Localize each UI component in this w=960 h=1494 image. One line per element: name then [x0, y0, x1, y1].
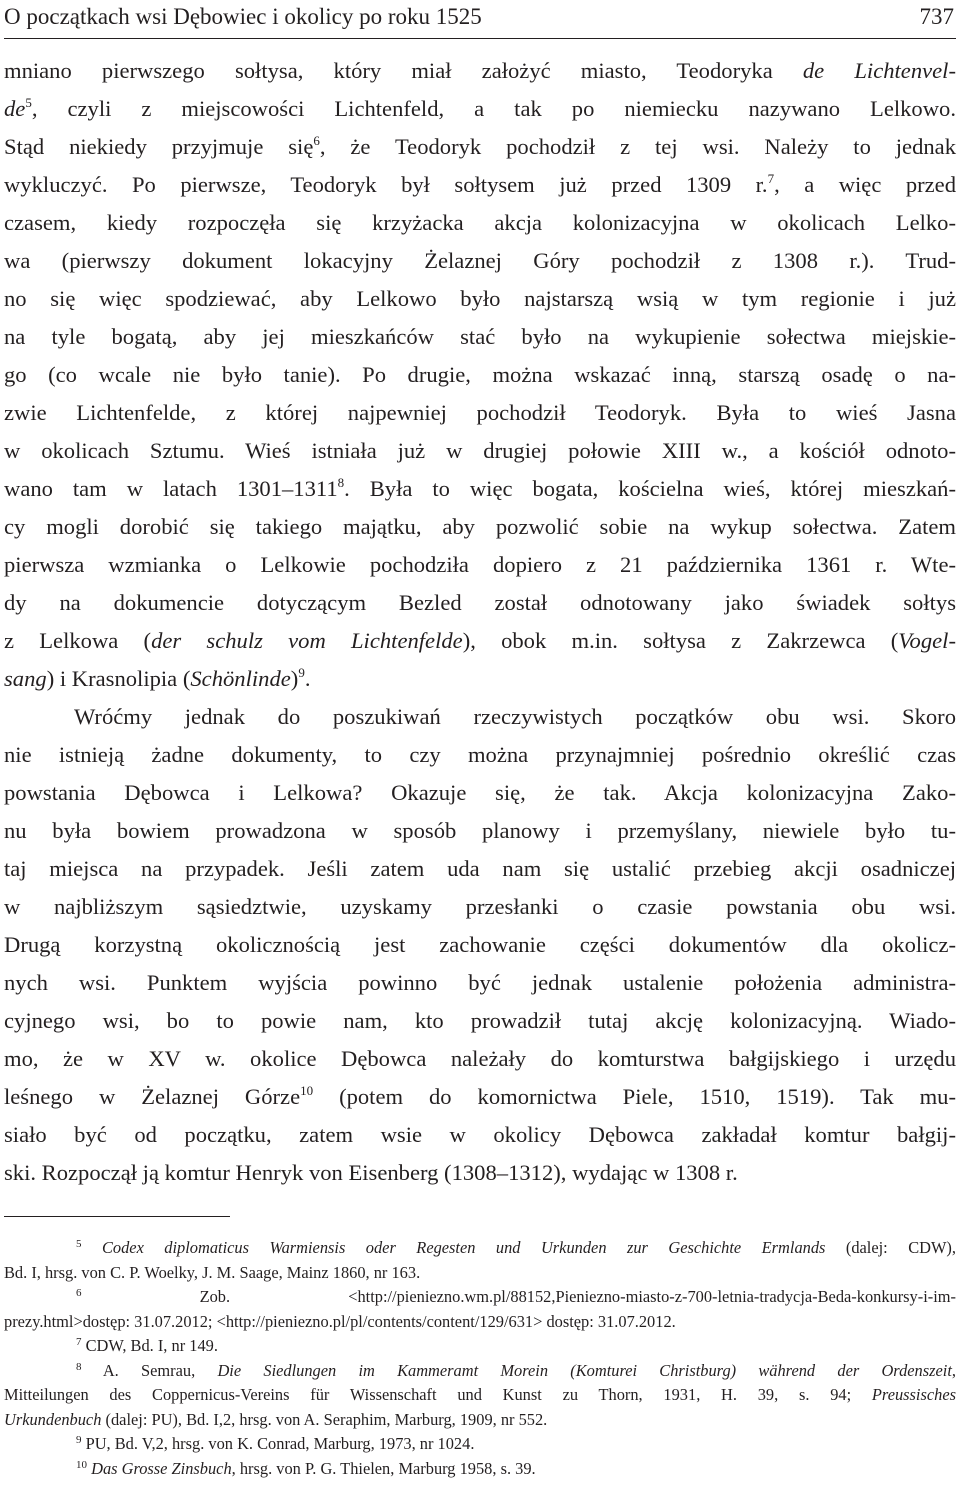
text-line — [4, 926, 956, 964]
text-line — [4, 698, 956, 736]
text-run: , — [951, 1360, 956, 1380]
text-run: pierwsza wzmianka o Lelkowie pochodziła dopiero z 21 października 1361 r. Wte- — [4, 552, 956, 577]
text-run: , a więc przed — [774, 172, 956, 197]
footnote-line — [4, 1236, 956, 1261]
text-line — [4, 166, 956, 204]
text-run: z Lelkowa ( — [4, 628, 152, 653]
text-run: Drugą korzystną okolicznością jest zachowanie części dokumentów dla okolicz- — [4, 932, 956, 957]
text-line — [4, 1116, 956, 1154]
text-run: no się więc spodziewać, aby Lelkowo było najstarszą wsią w tym regionie i już — [4, 286, 956, 311]
text-line — [4, 964, 956, 1002]
text-line — [4, 622, 956, 660]
text-run: CDW, Bd. I, nr 149. — [81, 1336, 218, 1355]
footnote-marker: 7 — [767, 171, 775, 186]
text-run: go (co wcale nie było tanie). Po drugie, można wskazać inną, starszą osadę o na- — [4, 362, 956, 387]
text-run: nych wsi. Punktem wyjścia powinno być jednak ustalenie położenia administra- — [4, 970, 956, 995]
footnote-line — [4, 1383, 956, 1408]
text-run: Wróćmy jednak do poszukiwań rzeczywistych początków obu wsi. Skoro — [74, 704, 956, 729]
text-run: powstania Dębowca i Lelkowa? Okazuje się, że tak. Akcja kolonizacyjna Zako- — [4, 780, 956, 805]
text-line — [4, 432, 956, 470]
footnote-line — [4, 1457, 956, 1482]
text-line — [4, 280, 956, 318]
text-line — [4, 90, 956, 128]
footnote-marker: 7 — [76, 1336, 82, 1348]
text-run: prezy.html>dostęp: 31.07.2012; <http://pieniezno.pl/pl/contents/content/129/631> dostęp: 31.07.2012. — [4, 1311, 676, 1331]
footnote-separator — [4, 1216, 230, 1217]
text-line — [4, 508, 956, 546]
text-run: wa (pierwszy dokument lokacyjny Żelaznej Góry pochodził z 1308 r.). Trud- — [4, 248, 956, 273]
text-run: wykluczyć. Po pierwsze, Teodoryk był sołtysem już przed 1309 r. — [4, 172, 768, 197]
footnote-line — [4, 1359, 956, 1384]
text-run: PU, Bd. V,2, hrsg. von K. Conrad, Marburg, 1973, nr 1024. — [81, 1434, 475, 1453]
footnotes — [4, 1236, 956, 1481]
text-line — [4, 470, 956, 508]
footnote-marker: 9 — [76, 1434, 82, 1446]
italic-text: de Lichtenvel- — [802, 58, 956, 83]
text-run: . Była to więc bogata, kościelna wieś, której mieszkań- — [344, 476, 956, 501]
text-run: ), obok m.in. sołtysa z Zakrzewca ( — [462, 628, 899, 653]
text-run: zwie Lichtenfelde, z której najpewniej pochodził Teodoryk. Była to wieś Jasna — [4, 400, 956, 425]
text-run: w najbliższym sąsiedztwie, uzyskamy przesłanki o czasie powstania obu wsi. — [4, 894, 956, 919]
italic-text: sang — [4, 666, 47, 691]
footnote-line — [4, 1334, 956, 1359]
main-text — [4, 52, 956, 1192]
italic-text: Die Siedlungen im Kammeramt Morein (Komturei Christburg) während der Ordenszeit — [217, 1360, 952, 1380]
text-run: (dalej: CDW), — [825, 1238, 956, 1257]
text-line — [4, 52, 956, 90]
footnote-marker: 9 — [298, 665, 305, 680]
text-run: , hrsg. von P. G. Thielen, Marburg 1958, s. 39. — [231, 1458, 536, 1478]
text-run: ) i Krasnolipia ( — [46, 666, 191, 691]
footnote-marker: 5 — [25, 95, 32, 110]
text-line — [4, 128, 956, 166]
text-line — [4, 242, 956, 280]
page-number: 737 — [919, 4, 954, 29]
footnote-marker: 10 — [76, 1458, 87, 1471]
italic-text: Das Grosse Zinsbuch — [91, 1458, 232, 1478]
italic-text: de — [4, 96, 26, 121]
text-run: nu była bowiem prowadzona w sposób planowy i przemyślany, niewiele było tu- — [4, 818, 956, 843]
running-header — [4, 2, 956, 32]
text-run: Mitteilungen des Coppernicus-Vereins für Wissenschaft und Kunst zu Thorn, 1931, H. 39, s. 94; — [4, 1385, 872, 1404]
text-run: wano tam w latach 1301–1311 — [4, 476, 338, 501]
text-line — [4, 1078, 956, 1116]
text-run: w okolicach Sztumu. Wieś istniała już w drugiej połowie XIII w., a kościół odnoto- — [4, 438, 956, 463]
text-run: siało być od początku, zatem wsie w okolicy Dębowca zakładał komtur bałgij- — [4, 1122, 956, 1147]
footnote-marker: 8 — [337, 475, 345, 490]
footnote-line — [4, 1432, 956, 1457]
text-line — [4, 850, 956, 888]
text-line — [4, 1002, 956, 1040]
text-line — [4, 356, 956, 394]
italic-text: Vogel- — [898, 628, 956, 653]
footnote-marker: 5 — [76, 1238, 82, 1250]
text-run: dy na dokumencie dotyczącym Bezled został odnotowany jako świadek sołtys — [4, 590, 956, 615]
text-line — [4, 1040, 956, 1078]
text-run: (potem do komornictwa Piele, 1510, 1519). Tak mu- — [313, 1084, 957, 1109]
text-run: mo, że w XV w. okolice Dębowca należały do komturstwa bałgijskiego i urzędu — [4, 1046, 956, 1071]
text-line — [4, 584, 956, 622]
text-line — [4, 546, 956, 584]
footnote-line — [4, 1408, 956, 1433]
text-run — [82, 1238, 102, 1257]
text-run: Bd. I, hrsg. von C. P. Woelky, J. M. Saage, Mainz 1860, nr 163. — [4, 1262, 421, 1282]
footnote-marker: 6 — [76, 1287, 82, 1299]
text-run: ski. Rozpoczął ją komtur Henryk von Eisenberg (1308–1312), wydając w 1308 r. — [4, 1160, 738, 1185]
text-line — [4, 318, 956, 356]
italic-text: Urkundenbuch — [4, 1409, 102, 1429]
text-run: , że Teodoryk pochodził z tej wsi. Należy to jednak — [319, 134, 956, 159]
header-rule — [4, 38, 956, 39]
text-line — [4, 736, 956, 774]
text-run: Stąd niekiedy przyjmuje się — [4, 134, 314, 159]
footnote-marker: 10 — [300, 1083, 314, 1098]
text-line — [4, 888, 956, 926]
text-run: A. Semrau, — [81, 1360, 218, 1380]
footnote-line — [4, 1310, 956, 1335]
italic-text: der schulz vom Lichtenfelde — [151, 628, 463, 653]
text-run: na tyle bogatą, aby jej mieszkańców stać było na wykupienie sołectwa miejskie- — [4, 324, 956, 349]
text-line — [4, 1154, 956, 1192]
text-run: czasem, kiedy rozpoczęła się krzyżacka akcja kolonizacyjna w okolicach Lelko- — [4, 210, 956, 235]
text-run: cy mogli dorobić się takiego majątku, aby pozwolić sobie na wykup sołectwa. Zatem — [4, 514, 956, 539]
italic-text: Preussisches — [871, 1385, 956, 1404]
text-run: mniano pierwszego sołtysa, który miał założyć miasto, Teodoryka — [4, 58, 803, 83]
text-run: (dalej: PU), Bd. I,2, hrsg. von A. Seraphim, Marburg, 1909, nr 552. — [101, 1409, 548, 1429]
running-title: O początkach wsi Dębowiec i okolicy po roku 1525 — [4, 4, 482, 29]
text-run: Zob. <http://pieniezno.wm.pl/88152,Pieniezno-miasto-z-700-letnia-tradycja-Beda-konkursy-i-im- — [81, 1287, 956, 1306]
text-run: . — [304, 666, 311, 691]
text-run: ) — [290, 666, 299, 691]
text-run: , czyli z miejscowości Lichtenfeld, a tak po niemiecku nazywano Lelkowo. — [31, 96, 956, 121]
text-run: taj miejsca na przypadek. Jeśli zatem uda nam się ustalić przebieg akcji osadniczej — [4, 856, 956, 881]
text-run: leśnego w Żelaznej Górze — [4, 1084, 301, 1109]
text-line — [4, 394, 956, 432]
text-line — [4, 204, 956, 242]
text-run: cyjnego wsi, bo to powie nam, kto prowadził tutaj akcję kolonizacyjną. Wiado- — [4, 1008, 956, 1033]
text-line — [4, 812, 956, 850]
footnote-marker: 8 — [76, 1360, 82, 1373]
footnote-line — [4, 1285, 956, 1310]
text-line — [4, 660, 956, 698]
text-run: nie istnieją żadne dokumenty, to czy można przynajmniej pośrednio określić czas — [4, 742, 956, 767]
italic-text: Codex diplomaticus Warmiensis oder Regesten und Urkunden zur Geschichte Ermlands — [101, 1238, 826, 1257]
text-line — [4, 774, 956, 812]
footnote-marker: 6 — [313, 133, 320, 148]
italic-text: Schönlinde — [190, 666, 291, 691]
footnote-line — [4, 1261, 956, 1286]
